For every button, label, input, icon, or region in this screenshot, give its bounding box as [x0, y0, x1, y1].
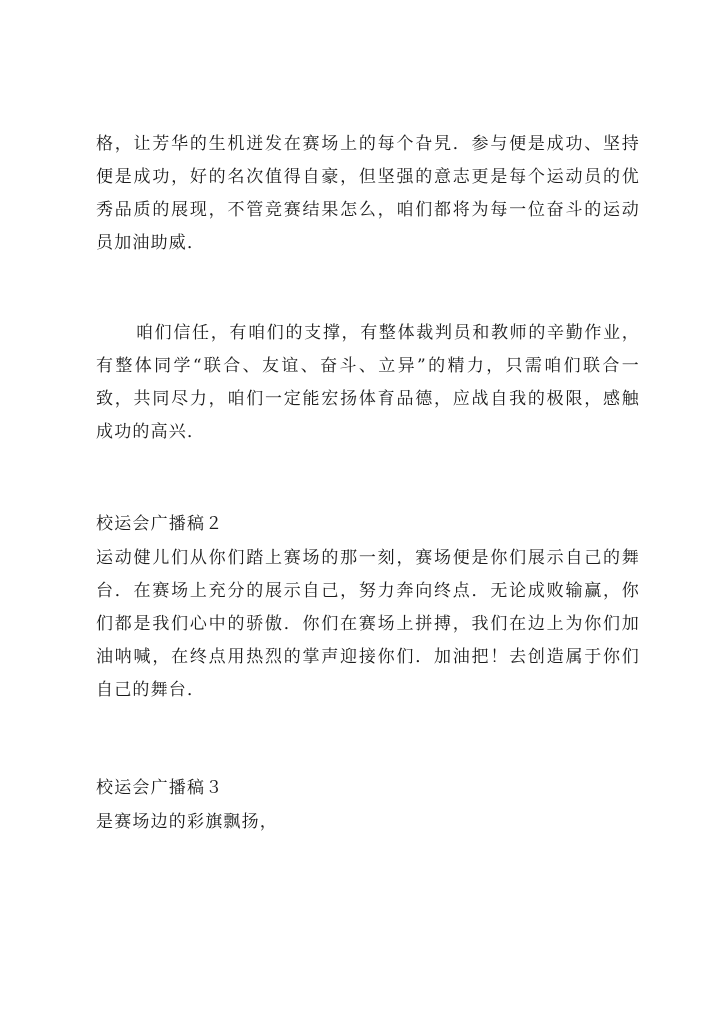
section-heading-3: 校运会广播稿３ [96, 778, 224, 798]
section-heading-2: 校运会广播稿２ [96, 514, 224, 534]
paragraph-2: 咱们信任，有咱们的支撑，有整体裁判员和教师的辛勤作业，有整体同学“联合、友谊、奋斗、立异”的精力，只需咱们联合一致，共同尽力，咱们一定能宏扬体育品德，应战自我的极限，感触成功的高兴． [96, 323, 640, 442]
paragraph-1: 格，让芳华的生机迸发在赛场上的每个旮旯．参与便是成功、坚持便是成功，好的名次值得自豪，但坚强的意志更是每个运动员的优秀品质的展现，不管竞赛结果怎么，咱们都将为每一位奋斗的运动员加油助威． [96, 134, 640, 253]
paragraph-3: 运动健儿们从你们踏上赛场的那一刻，赛场便是你们展示自己的舞台．在赛场上充分的展示自己，努力奔向终点．无论成败输赢，你们都是我们心中的骄傲．你们在赛场上拼搏，我们在边上为你们加油呐喊，在终点用热烈的掌声迎接你们．加油把！去创造属于你们自己的舞台． [96, 548, 640, 700]
paragraph-4: 是赛场边的彩旗飘扬， [96, 812, 278, 832]
